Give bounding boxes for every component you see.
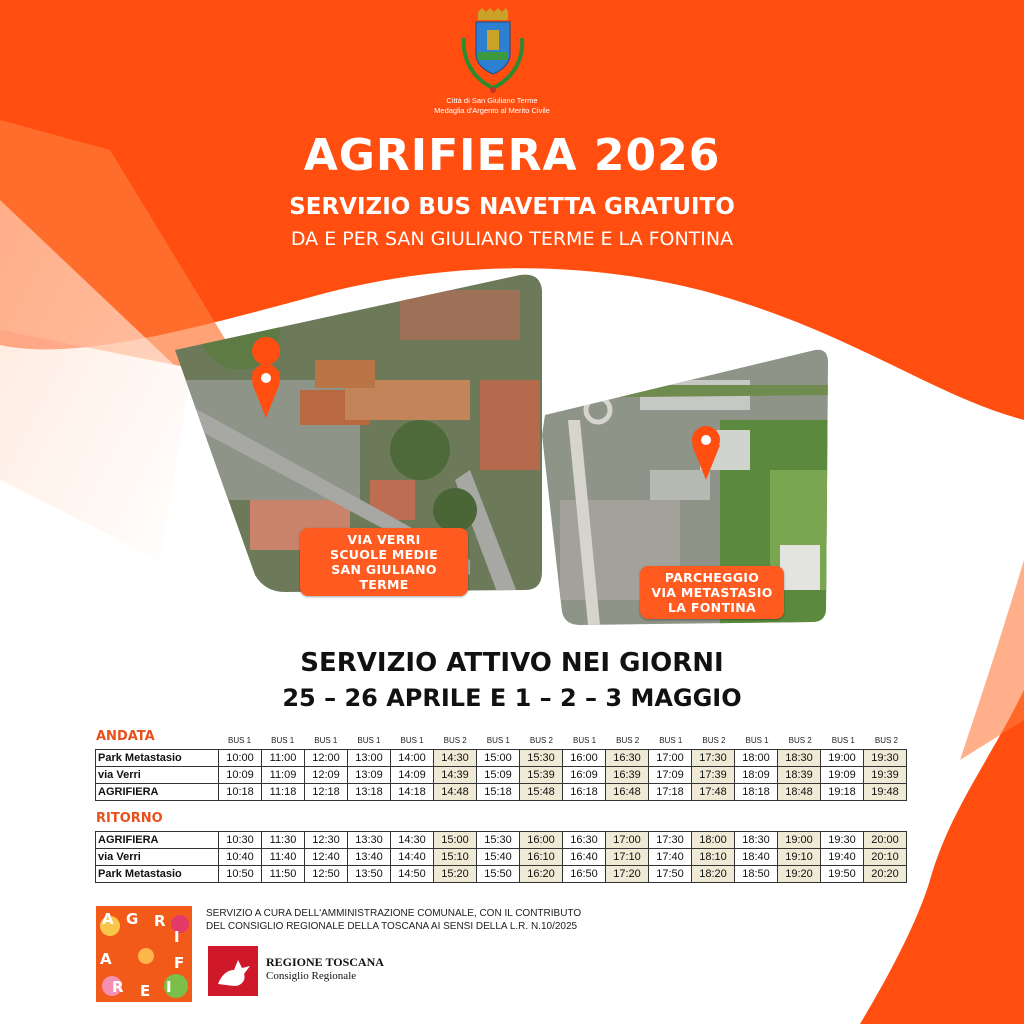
table-row xyxy=(96,750,907,767)
page-subtitle-secondary: DA E PER SAN GIULIANO TERME E LA FONTINA xyxy=(290,228,734,250)
departure-time: 12:40 xyxy=(305,849,348,866)
departure-time: 10:40 xyxy=(219,849,262,866)
agrifiera-logo-letter: I xyxy=(166,978,172,996)
departure-time: 17:00 xyxy=(606,832,649,849)
footer-note-line: SERVIZIO A CURA DELL'AMMINISTRAZIONE COMUNALE, CON IL CONTRIBUTO xyxy=(206,908,582,919)
agrifiera-logo-letter: A xyxy=(100,950,112,968)
departure-time: 14:00 xyxy=(391,750,434,767)
departure-time: 17:10 xyxy=(606,849,649,866)
stop-name: Park Metastasio xyxy=(96,866,219,883)
departure-time: 16:00 xyxy=(563,750,606,767)
departure-time: 19:39 xyxy=(864,767,907,784)
departure-time: 11:09 xyxy=(262,767,305,784)
location-label-la-fontina xyxy=(640,566,784,619)
departure-time: 14:50 xyxy=(391,866,434,883)
departure-time: 17:30 xyxy=(649,832,692,849)
location-label-line: SCUOLE MEDIE xyxy=(330,547,438,562)
bus-number: BUS 1 xyxy=(573,736,597,745)
location-label-line: VIA VERRI xyxy=(347,532,421,547)
agrifiera-logo-letter: G xyxy=(126,910,139,928)
departure-time: 16:20 xyxy=(520,866,563,883)
footer-note xyxy=(206,907,726,933)
location-label-line: PARCHEGGIO xyxy=(664,570,760,585)
departure-time: 15:30 xyxy=(477,832,520,849)
agrifiera-logo-letter: E xyxy=(140,982,151,1000)
footer-note-line: DEL CONSIGLIO REGIONALE DELLA TOSCANA AI SENSI DELLA L.R. N.10/2025 xyxy=(206,921,578,932)
ritorno-timetable xyxy=(95,831,907,883)
departure-time: 11:00 xyxy=(262,750,305,767)
departure-time: 18:30 xyxy=(735,832,778,849)
departure-time: 13:00 xyxy=(348,750,391,767)
departure-time: 19:00 xyxy=(778,832,821,849)
agrifiera-logo-letter: R xyxy=(112,978,124,996)
bus-number: BUS 2 xyxy=(874,736,898,745)
andata-label: ANDATA xyxy=(96,729,155,744)
departure-time: 16:50 xyxy=(563,866,606,883)
departure-time: 17:30 xyxy=(692,750,735,767)
bus-number-row xyxy=(218,736,908,745)
departure-time: 11:18 xyxy=(262,784,305,801)
departure-time: 10:30 xyxy=(219,832,262,849)
departure-time: 16:30 xyxy=(606,750,649,767)
bus-number: BUS 1 xyxy=(831,736,855,745)
bus-number: BUS 1 xyxy=(314,736,338,745)
departure-time: 10:50 xyxy=(219,866,262,883)
departure-time: 16:30 xyxy=(563,832,606,849)
departure-time: 17:09 xyxy=(649,767,692,784)
stop-name: via Verri xyxy=(96,767,219,784)
departure-time: 15:09 xyxy=(477,767,520,784)
departure-time: 16:18 xyxy=(563,784,606,801)
agrifiera-logo xyxy=(96,906,192,1002)
departure-time: 16:40 xyxy=(563,849,606,866)
bus-number: BUS 1 xyxy=(228,736,252,745)
departure-time: 15:10 xyxy=(434,849,477,866)
departure-time: 18:09 xyxy=(735,767,778,784)
bus-number: BUS 1 xyxy=(745,736,769,745)
location-label-line: LA FONTINA xyxy=(668,600,756,615)
departure-time: 15:50 xyxy=(477,866,520,883)
departure-time: 18:10 xyxy=(692,849,735,866)
departure-time: 19:48 xyxy=(864,784,907,801)
departure-time: 18:18 xyxy=(735,784,778,801)
bus-number: BUS 2 xyxy=(529,736,553,745)
departure-time: 18:48 xyxy=(778,784,821,801)
regione-toscana-icon xyxy=(208,946,258,996)
departure-time: 15:30 xyxy=(520,750,563,767)
agrifiera-logo-letter: F xyxy=(174,954,185,972)
departure-time: 18:39 xyxy=(778,767,821,784)
bus-number: BUS 2 xyxy=(702,736,726,745)
departure-time: 10:18 xyxy=(219,784,262,801)
departure-time: 18:40 xyxy=(735,849,778,866)
departure-time: 18:00 xyxy=(692,832,735,849)
departure-time: 16:39 xyxy=(606,767,649,784)
departure-time: 19:30 xyxy=(821,832,864,849)
stop-name: Park Metastasio xyxy=(96,750,219,767)
departure-time: 17:20 xyxy=(606,866,649,883)
bus-number: BUS 2 xyxy=(616,736,640,745)
departure-time: 11:40 xyxy=(262,849,305,866)
departure-time: 15:00 xyxy=(434,832,477,849)
departure-time: 15:00 xyxy=(477,750,520,767)
stop-name: via Verri xyxy=(96,849,219,866)
departure-time: 17:48 xyxy=(692,784,735,801)
departure-time: 19:20 xyxy=(778,866,821,883)
departure-time: 17:00 xyxy=(649,750,692,767)
departure-time: 14:30 xyxy=(391,832,434,849)
departure-time: 17:18 xyxy=(649,784,692,801)
stop-name: AGRIFIERA xyxy=(96,832,219,849)
departure-time: 15:40 xyxy=(477,849,520,866)
departure-time: 13:50 xyxy=(348,866,391,883)
departure-time: 19:30 xyxy=(864,750,907,767)
page-title: AGRIFIERA 2026 xyxy=(303,130,721,181)
departure-time: 15:39 xyxy=(520,767,563,784)
departure-time: 17:40 xyxy=(649,849,692,866)
bus-number: BUS 2 xyxy=(443,736,467,745)
table-row xyxy=(96,849,907,866)
departure-time: 14:18 xyxy=(391,784,434,801)
departure-time: 15:18 xyxy=(477,784,520,801)
table-row xyxy=(96,767,907,784)
bus-number: BUS 1 xyxy=(486,736,510,745)
departure-time: 12:09 xyxy=(305,767,348,784)
departure-time: 16:10 xyxy=(520,849,563,866)
bus-number: BUS 2 xyxy=(788,736,812,745)
departure-time: 13:09 xyxy=(348,767,391,784)
departure-time: 14:48 xyxy=(434,784,477,801)
andata-timetable xyxy=(95,749,907,801)
departure-time: 18:20 xyxy=(692,866,735,883)
stop-name: AGRIFIERA xyxy=(96,784,219,801)
departure-time: 12:00 xyxy=(305,750,348,767)
departure-time: 14:09 xyxy=(391,767,434,784)
departure-time: 10:09 xyxy=(219,767,262,784)
departure-time: 19:10 xyxy=(778,849,821,866)
bus-number: BUS 1 xyxy=(659,736,683,745)
bus-number: BUS 1 xyxy=(357,736,381,745)
departure-time: 16:00 xyxy=(520,832,563,849)
agrifiera-logo-letter: A xyxy=(102,910,114,928)
location-label-via-verri xyxy=(300,528,468,596)
departure-time: 19:09 xyxy=(821,767,864,784)
table-row xyxy=(96,832,907,849)
bus-number: BUS 1 xyxy=(400,736,424,745)
agrifiera-logo-letter: I xyxy=(174,928,180,946)
departure-time: 16:48 xyxy=(606,784,649,801)
departure-time: 20:00 xyxy=(864,832,907,849)
departure-time: 10:00 xyxy=(219,750,262,767)
service-days-dates: 25 – 26 APRILE E 1 – 2 – 3 MAGGIO xyxy=(282,684,742,712)
departure-time: 16:09 xyxy=(563,767,606,784)
departure-time: 17:39 xyxy=(692,767,735,784)
departure-time: 18:50 xyxy=(735,866,778,883)
departure-time: 14:39 xyxy=(434,767,477,784)
departure-time: 19:50 xyxy=(821,866,864,883)
page-subtitle: SERVIZIO BUS NAVETTA GRATUITO xyxy=(289,194,735,220)
agrifiera-logo-letter: R xyxy=(154,912,166,930)
departure-time: 17:50 xyxy=(649,866,692,883)
departure-time: 14:40 xyxy=(391,849,434,866)
departure-time: 11:30 xyxy=(262,832,305,849)
location-label-line: VIA METASTASIO xyxy=(651,585,773,600)
departure-time: 11:50 xyxy=(262,866,305,883)
service-days-title: SERVIZIO ATTIVO NEI GIORNI xyxy=(300,648,724,678)
departure-time: 20:10 xyxy=(864,849,907,866)
departure-time: 12:50 xyxy=(305,866,348,883)
ritorno-label: RITORNO xyxy=(96,811,163,826)
city-name-line: Città di San Giuliano Terme xyxy=(446,96,538,105)
location-label-line: SAN GIULIANO TERME xyxy=(331,562,437,592)
departure-time: 20:20 xyxy=(864,866,907,883)
departure-time: 15:48 xyxy=(520,784,563,801)
departure-time: 19:40 xyxy=(821,849,864,866)
city-medal-line: Medaglia d'Argento al Merito Civile xyxy=(434,106,550,115)
departure-time: 13:40 xyxy=(348,849,391,866)
departure-time: 18:30 xyxy=(778,750,821,767)
departure-time: 12:30 xyxy=(305,832,348,849)
region-name: REGIONE TOSCANA xyxy=(266,955,384,969)
departure-time: 19:00 xyxy=(821,750,864,767)
departure-time: 13:30 xyxy=(348,832,391,849)
table-row xyxy=(96,866,907,883)
departure-time: 12:18 xyxy=(305,784,348,801)
bus-number: BUS 1 xyxy=(271,736,295,745)
departure-time: 14:30 xyxy=(434,750,477,767)
table-row xyxy=(96,784,907,801)
departure-time: 13:18 xyxy=(348,784,391,801)
departure-time: 19:18 xyxy=(821,784,864,801)
departure-time: 18:00 xyxy=(735,750,778,767)
departure-time: 15:20 xyxy=(434,866,477,883)
agrifiera-logo-letters xyxy=(96,906,192,1002)
region-subtitle: Consiglio Regionale xyxy=(266,970,357,982)
